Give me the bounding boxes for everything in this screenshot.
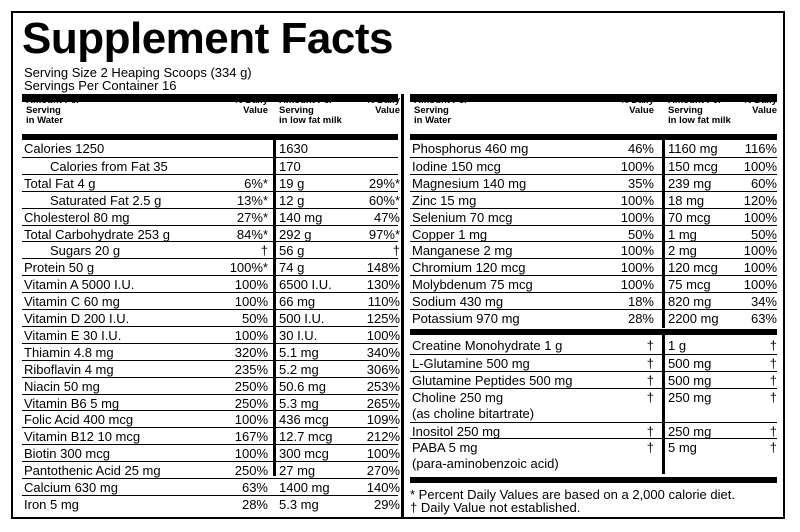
nutrient-name: Creatine Monohydrate 1 g — [412, 338, 563, 353]
daily-value-milk: 34% — [750, 294, 777, 310]
daily-value: † — [646, 423, 654, 439]
column-header — [212, 96, 268, 116]
amount-in-milk: 1400 mg — [279, 480, 330, 495]
daily-value-milk: 120% — [743, 192, 777, 208]
daily-value: 13%* — [236, 192, 268, 208]
daily-value-milk: 125% — [366, 311, 400, 326]
daily-value: 35% — [627, 175, 654, 191]
amount-in-milk: 75 mcg — [668, 277, 711, 293]
daily-value-milk: † — [392, 243, 400, 259]
table-row — [22, 309, 398, 326]
amount-in-milk: 19 g — [279, 175, 305, 191]
column-header-line: Value — [243, 105, 268, 116]
daily-value: 100% — [620, 243, 654, 259]
column-header-line: in Water — [26, 115, 64, 126]
daily-value: 100% — [234, 277, 268, 293]
daily-value-milk: 100% — [743, 277, 777, 293]
table-row — [410, 275, 777, 292]
nutrient-name: PABA 5 mg — [412, 440, 478, 456]
nutrient-name: Thiamin 4.8 mg — [24, 344, 114, 360]
table-row — [22, 478, 398, 495]
column-header-line: Amount Per — [414, 95, 468, 106]
column-header — [26, 96, 116, 126]
table-row — [22, 326, 398, 343]
table-row — [22, 157, 398, 174]
amount-in-milk: 66 mg — [279, 294, 316, 310]
nutrient-name: Pantothenic Acid 25 mg — [24, 463, 161, 479]
nutrient-name: Chromium 120 mcg — [412, 260, 526, 276]
column-separator — [662, 134, 665, 328]
table-row — [22, 377, 398, 394]
daily-value: † — [646, 355, 654, 371]
table-row — [410, 174, 777, 191]
daily-value: 100% — [234, 412, 268, 428]
daily-value: 50% — [241, 311, 268, 326]
daily-value-milk: 130% — [366, 277, 400, 293]
nutrient-name: Manganese 2 mg — [412, 243, 513, 259]
daily-value-milk: 100% — [366, 327, 400, 343]
table-row — [410, 405, 777, 422]
column-header-line: in low fat milk — [668, 115, 731, 126]
amount-in-milk: 27 mg — [279, 463, 316, 479]
column-header-line: Serving — [414, 105, 449, 116]
daily-value-milk: † — [769, 338, 777, 353]
column-header-line: % Daily — [234, 95, 268, 106]
daily-value: 167% — [234, 429, 268, 445]
daily-value: 235% — [234, 361, 268, 377]
nutrient-name: Copper 1 mg — [412, 226, 488, 242]
daily-value-milk: † — [769, 355, 777, 371]
daily-value: 250% — [234, 463, 268, 479]
nutrient-name: Vitamin D 200 I.U. — [24, 311, 130, 326]
other-ingredients-rule — [410, 329, 777, 335]
daily-value: 27%* — [236, 209, 268, 225]
nutrient-name: Folic Acid 400 mcg — [24, 412, 134, 428]
table-row — [410, 157, 777, 174]
nutrient-name: Vitamin E 30 I.U. — [24, 327, 122, 343]
nutrient-name: Zinc 15 mg — [412, 192, 477, 208]
column-header-line: in low fat milk — [279, 115, 342, 126]
daily-value-milk: 29% — [373, 496, 400, 512]
daily-value: 100% — [620, 277, 654, 293]
daily-value: 6%* — [244, 175, 268, 191]
daily-value-milk: 306% — [366, 361, 400, 377]
table-row — [410, 292, 777, 309]
daily-value-milk: 60%* — [368, 192, 400, 208]
table-row — [22, 292, 398, 309]
column-header-line: % Daily — [366, 95, 400, 106]
daily-value: 100% — [620, 209, 654, 225]
nutrient-name: Inositol 250 mg — [412, 423, 501, 439]
daily-value: 100% — [620, 260, 654, 276]
table-row — [22, 427, 398, 444]
daily-value-milk: 109% — [366, 412, 400, 428]
daily-value-milk: 63% — [750, 311, 777, 326]
nutrient-name: Total Fat 4 g — [24, 175, 96, 191]
daily-value-milk: 110% — [367, 294, 400, 310]
daily-value: 50% — [627, 226, 654, 242]
amount-in-milk: 2 mg — [668, 243, 697, 259]
daily-value: † — [646, 338, 654, 353]
amount-in-milk: 56 g — [279, 243, 305, 259]
amount-in-milk: 1630 — [279, 141, 308, 156]
daily-value: 100% — [234, 446, 268, 462]
daily-value: † — [260, 243, 268, 259]
amount-in-milk: 5 mg — [668, 440, 697, 456]
amount-in-milk: 1 mg — [668, 226, 697, 242]
footnote-rule — [410, 477, 777, 483]
daily-value: 100% — [620, 192, 654, 208]
table-row — [22, 343, 398, 360]
nutrient-name: Vitamin C 60 mg — [24, 294, 120, 310]
table-row — [410, 241, 777, 258]
nutrient-name: Cholesterol 80 mg — [24, 209, 130, 225]
nutrient-name: Sodium 430 mg — [412, 294, 504, 310]
daily-value: † — [646, 440, 654, 456]
column-header-line: Amount Per — [668, 95, 722, 106]
table-row — [22, 174, 398, 191]
column-header-line: Amount Per — [279, 95, 333, 106]
daily-value-milk: 50% — [750, 226, 777, 242]
column-divider — [401, 94, 404, 519]
footnote-dv-not-established: † Daily Value not established. — [410, 500, 581, 515]
nutrient-name: Vitamin A 5000 I.U. — [24, 277, 135, 293]
amount-in-milk: 300 mcg — [279, 446, 329, 462]
table-row — [410, 208, 777, 225]
column-header-line: Amount Per — [26, 95, 80, 106]
table-row — [410, 371, 777, 388]
column-header-line: Serving — [26, 105, 61, 116]
daily-value: 46% — [627, 141, 654, 156]
table-row — [410, 388, 777, 405]
daily-value: 250% — [234, 395, 268, 411]
amount-in-milk: 500 mg — [668, 355, 712, 371]
table-row — [410, 438, 777, 455]
daily-value: 100% — [234, 294, 268, 310]
column-header-line: in Water — [414, 115, 452, 126]
column-separator — [273, 134, 276, 476]
footnote-percent-dv: * Percent Daily Values are based on a 2,000 calorie diet. — [410, 487, 735, 502]
table-row — [22, 208, 398, 225]
nutrient-name: (as choline bitartrate) — [412, 405, 535, 421]
daily-value: † — [646, 389, 654, 405]
amount-in-milk: 500 mg — [668, 372, 712, 388]
amount-in-milk: 12.7 mcg — [279, 429, 333, 445]
table-row — [22, 225, 398, 242]
daily-value-milk: 29%* — [368, 175, 400, 191]
daily-value-milk: 97%* — [368, 226, 400, 242]
amount-in-milk: 1160 mg — [668, 141, 718, 156]
table-row — [410, 309, 777, 326]
daily-value-milk: 60% — [750, 175, 777, 191]
daily-value-milk: 148% — [366, 260, 400, 276]
table-row — [22, 191, 398, 208]
column-header-line: Serving — [279, 105, 314, 116]
daily-value: 28% — [627, 311, 654, 326]
nutrient-name: Calories from Fat 35 — [50, 158, 168, 174]
table-row — [410, 258, 777, 275]
column-header — [732, 96, 777, 116]
nutrient-name: Potassium 970 mg — [412, 311, 520, 326]
amount-in-milk: 239 mg — [668, 175, 712, 191]
amount-in-milk: 5.1 mg — [279, 344, 319, 360]
amount-in-milk: 30 I.U. — [279, 327, 318, 343]
daily-value-milk: 47% — [373, 209, 400, 225]
nutrient-name: Total Carbohydrate 253 g — [24, 226, 170, 242]
nutrient-name: Vitamin B6 5 mg — [24, 395, 120, 411]
daily-value-milk: 340% — [366, 344, 400, 360]
nutrient-name: Choline 250 mg — [412, 389, 504, 405]
table-row — [410, 140, 777, 157]
table-row — [410, 354, 777, 371]
amount-in-milk: 2200 mg — [668, 311, 719, 326]
nutrient-name: Niacin 50 mg — [24, 378, 100, 394]
daily-value-milk: † — [769, 440, 777, 456]
amount-in-milk: 250 mg — [668, 389, 712, 405]
table-row — [410, 191, 777, 208]
servings-per-container: Servings Per Container 16 — [24, 78, 177, 93]
table-row — [22, 360, 398, 377]
daily-value: † — [646, 372, 654, 388]
amount-in-milk: 820 mg — [668, 294, 712, 310]
daily-value-milk: † — [769, 423, 777, 439]
amount-in-milk: 12 g — [279, 192, 305, 208]
nutrient-name: Vitamin B12 10 mcg — [24, 429, 141, 445]
table-row — [22, 258, 398, 275]
amount-in-milk: 5.3 mg — [279, 395, 319, 411]
table-row — [22, 495, 398, 512]
table-row — [22, 410, 398, 427]
amount-in-milk: 120 mcg — [668, 260, 718, 276]
amount-in-milk: 150 mcg — [668, 158, 718, 174]
column-header-line: Value — [752, 105, 777, 116]
table-row — [22, 394, 398, 411]
amount-in-milk: 292 g — [279, 226, 312, 242]
daily-value: 100%* — [229, 260, 268, 276]
nutrient-name: (para-aminobenzoic acid) — [412, 456, 559, 472]
daily-value-milk: 253% — [366, 378, 400, 394]
nutrient-name: Selenium 70 mcg — [412, 209, 513, 225]
daily-value-milk: 100% — [743, 158, 777, 174]
table-row — [22, 444, 398, 461]
serving-size: Serving Size 2 Heaping Scoops (334 g) — [24, 65, 252, 80]
daily-value: 100% — [234, 327, 268, 343]
table-row — [410, 337, 777, 354]
daily-value-milk: 100% — [743, 209, 777, 225]
daily-value-milk: 116% — [744, 141, 777, 156]
nutrient-name: Phosphorus 460 mg — [412, 141, 529, 156]
nutrient-name: Sugars 20 g — [50, 243, 121, 259]
amount-in-milk: 250 mg — [668, 423, 712, 439]
amount-in-milk: 1 g — [668, 338, 687, 353]
amount-in-milk: 5.2 mg — [279, 361, 319, 377]
table-row — [410, 422, 777, 439]
column-header-line: Value — [629, 105, 654, 116]
daily-value: 320% — [234, 344, 268, 360]
daily-value-milk: 140% — [366, 480, 400, 495]
nutrient-name: Iodine 150 mcg — [412, 158, 501, 174]
table-row — [410, 225, 777, 242]
nutrient-name: Molybdenum 75 mcg — [412, 277, 533, 293]
nutrient-name: L-Glutamine 500 mg — [412, 355, 530, 371]
amount-in-milk: 500 I.U. — [279, 311, 325, 326]
nutrient-name: Protein 50 g — [24, 260, 95, 276]
daily-value-milk: 100% — [366, 446, 400, 462]
column-separator — [662, 329, 665, 474]
nutrient-name: Calories 1250 — [24, 141, 105, 156]
nutrient-name: Magnesium 140 mg — [412, 175, 527, 191]
column-header-line: Serving — [668, 105, 703, 116]
table-row — [22, 461, 398, 478]
nutrient-name: Calcium 630 mg — [24, 480, 118, 495]
nutrient-name: Iron 5 mg — [24, 496, 79, 512]
daily-value: 84%* — [236, 226, 268, 242]
column-header — [414, 96, 504, 126]
amount-in-milk: 74 g — [279, 260, 305, 276]
amount-in-milk: 5.3 mg — [279, 496, 319, 512]
daily-value-milk: 100% — [743, 260, 777, 276]
page-title: Supplement Facts — [22, 14, 393, 63]
column-header-line: % Daily — [743, 95, 777, 106]
table-row — [22, 140, 398, 157]
daily-value: 18% — [627, 294, 654, 310]
amount-in-milk: 170 — [279, 158, 301, 174]
daily-value: 63% — [241, 480, 268, 495]
daily-value-milk: † — [769, 372, 777, 388]
column-header — [352, 96, 400, 116]
daily-value-milk: 270% — [366, 463, 400, 479]
column-header — [596, 96, 654, 116]
amount-in-milk: 436 mcg — [279, 412, 329, 428]
nutrient-name: Biotin 300 mcg — [24, 446, 110, 462]
amount-in-milk: 50.6 mg — [279, 378, 326, 394]
amount-in-milk: 6500 I.U. — [279, 277, 332, 293]
table-row — [22, 241, 398, 258]
table-row — [410, 455, 777, 472]
amount-in-milk: 18 mg — [668, 192, 705, 208]
nutrient-name: Riboflavin 4 mg — [24, 361, 114, 377]
column-header-line: % Daily — [620, 95, 654, 106]
daily-value: 100% — [620, 158, 654, 174]
nutrient-name: Saturated Fat 2.5 g — [50, 192, 162, 208]
daily-value-milk: † — [769, 389, 777, 405]
column-header-line: Value — [375, 105, 400, 116]
amount-in-milk: 70 mcg — [668, 209, 711, 225]
daily-value: 28% — [241, 496, 268, 512]
amount-in-milk: 140 mg — [279, 209, 323, 225]
daily-value: 250% — [234, 378, 268, 394]
table-row — [22, 275, 398, 292]
daily-value-milk: 265% — [366, 395, 400, 411]
daily-value-milk: 100% — [743, 243, 777, 259]
daily-value-milk: 212% — [366, 429, 400, 445]
nutrient-name: Glutamine Peptides 500 mg — [412, 372, 573, 388]
